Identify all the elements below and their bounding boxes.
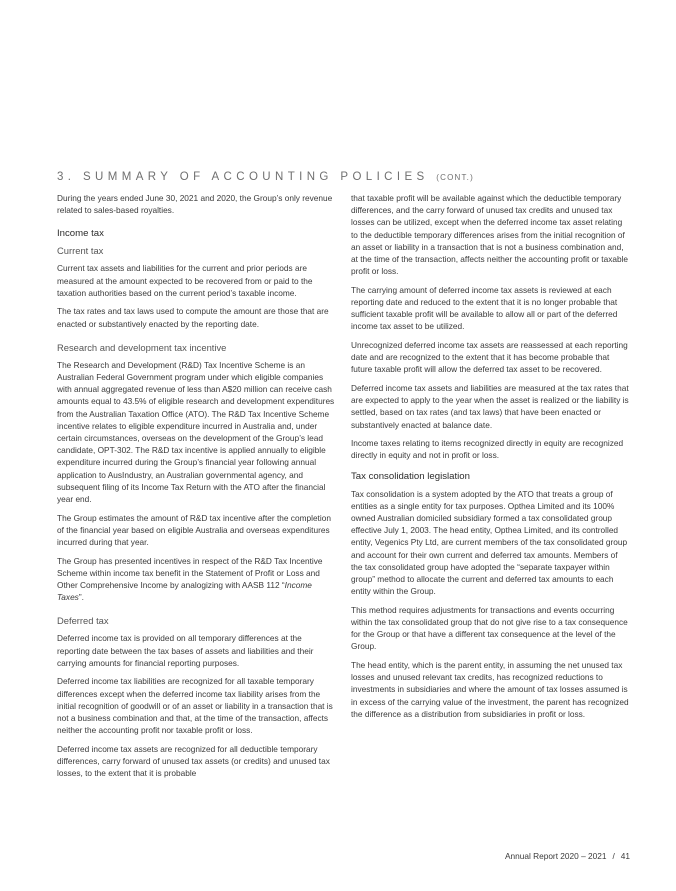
section-title-cont: (CONT.) (436, 173, 474, 182)
deferred-paragraph-1: Deferred income tax is provided on all temporary differences at the reporting date between the tax bases of assets and liabilities and their carrying amounts for financial reporting purposes. (57, 633, 314, 668)
equity-tax-paragraph: Income taxes relating to items recognized directly in equity are recognized directly in equity and not in profit or loss. (351, 438, 624, 461)
page-footer (505, 851, 630, 861)
consolidation-paragraph-3: The head entity, which is the parent entity, in assuming the net unused tax losses and unused relevant tax credits, has recognized reductions to investments in subsidiaries and where the amount of tax losses assumed is in excess of the carrying value of the investment, the parent has recognized the difference as a distribution from subsidiaries in profit or loss. (351, 660, 629, 719)
rd-paragraph-3-emphasis: Income Taxes (57, 580, 312, 603)
section-title (57, 171, 637, 183)
footer-report-title: Annual Report 2020 – 2021 (504, 851, 607, 861)
page-number: 41 (620, 851, 630, 861)
right-column (351, 192, 629, 726)
current-tax-paragraph-2: The tax rates and tax laws used to compute the amount are those that are enacted or substantively enacted by the reporting date. (57, 306, 329, 329)
rd-paragraph-3 (57, 555, 335, 604)
current-tax-heading: Current tax (57, 245, 104, 257)
income-tax-heading: Income tax (57, 228, 104, 240)
tax-consolidation-heading: Tax consolidation legislation (351, 470, 470, 482)
left-column (57, 192, 335, 786)
rd-paragraph-2: The Group estimates the amount of R&D tax incentive after the completion of the financial year based on eligible Australia and overseas expenditures incurred during that year. (57, 512, 331, 548)
rd-paragraph-3-end: ”. (78, 592, 84, 603)
section-title-text: 3. SUMMARY OF ACCOUNTING POLICIES (57, 171, 429, 183)
rd-paragraph-1: The Research and Development (R&D) Tax Incentive Scheme is an Australian Federal Government program under which eligible companies with annual aggregated revenue of less than A$20 million can receive cash amounts equal to 43.5% of eligible research and development expenditures from the Australian Taxation Office (ATO). The R&D Tax Incentive Scheme incentive relates to eligible expenditure incurred in Australia and, under certain circumstances, overseas on the development of the Group’s lead candidate, OPT-302. The R&D tax incentive is applied annually to eligible expenditure incurred during the Group’s financial year following annual application to AusIndustry, an Australian governmental agency, and subsequent filing of its Income Tax Return with the ATO after the financial year end. (57, 359, 335, 505)
deferred-paragraph-3: Deferred income tax assets are recognized for all deductible temporary differences, carry forward of unused tax assets (or credits) and unused tax losses, to the extent that it is probable (57, 743, 330, 779)
current-tax-paragraph-1: Current tax assets and liabilities for the current and prior periods are measured at the amount expected to be recovered from or paid to the taxation authorities based on the current period’s taxable income. (57, 263, 313, 298)
intro-paragraph: During the years ended June 30, 2021 and 2020, the Group’s only revenue related to sales-based royalties. (57, 193, 333, 216)
deferred-measure-paragraph: Deferred income tax assets and liabilities are measured at the tax rates that are expected to apply to the year when the asset is realized or the liability is settled, based on tax rates (and tax laws) that have been enacted or substantively enacted at balance date. (351, 383, 629, 430)
deferred-tax-heading: Deferred tax (57, 615, 109, 627)
rd-paragraph-3-text: The Group has presented incentives in respect of the R&D Tax Incentive Scheme within income tax benefit in the Statement of Profit or Loss and Other Comprehensive Income by analogizing with AASB 112 “ (57, 555, 323, 591)
consolidation-paragraph-1: Tax consolidation is a system adopted by the ATO that treats a group of entities as a single entity for tax purposes. Opthea Limited and its 100% owned Australian domiciled subsidiary formed a tax consolidated group effective July 1, 2003. The head entity, Opthea Limited, and its controlled entity, Vegenics Pty Ltd, are current members of the tax consolidated group and account for their own current and deferred tax amounts. Members of the tax consolidated group have adopted the “separate taxpayer within group” method to allocate the current and deferred tax amounts to each entity within the Group. (351, 488, 628, 597)
rd-tax-incentive-heading: Research and development tax incentive (57, 341, 227, 353)
consolidation-paragraph-2: This method requires adjustments for transactions and events occurring within the tax consolidated group that do not give rise to a tax consequence for the Group or that have a different tax consequence at the level of the Group. (351, 604, 628, 652)
deferred-review-paragraph: The carrying amount of deferred income tax assets is reviewed at each reporting date and reduced to the extent that it is no longer probable that sufficient taxable profit will be available to allow all or part of the deferred income tax asset to be utilized. (351, 284, 618, 332)
deferred-paragraph-2: Deferred income tax liabilities are recognized for all taxable temporary differences except when the deferred income tax liability arises from the initial recognition of goodwill or of an asset or liability in a transaction that is not a business combination and that, at the time of the transaction, affects neither the accounting profit nor taxable profit or loss. (57, 676, 333, 736)
deferred-reassess-paragraph: Unrecognized deferred income tax assets are reassessed at each reporting date and are recognized to the extent that it has become probable that future taxable profit will allow the deferred tax asset to be recovered. (351, 340, 628, 375)
footer-separator: / (612, 851, 615, 861)
deferred-continued-paragraph: that taxable profit will be available against which the deductible temporary differences, and the carry forward of unused tax credits and unused tax losses can be utilized, except when the deferred income tax asset relating to the deductible temporary differences arises from the initial recognition of an asset or liability in a transaction that is not a business combination and, at the time of the transaction, affects neither the accounting profit or taxable profit or loss. (351, 193, 629, 277)
